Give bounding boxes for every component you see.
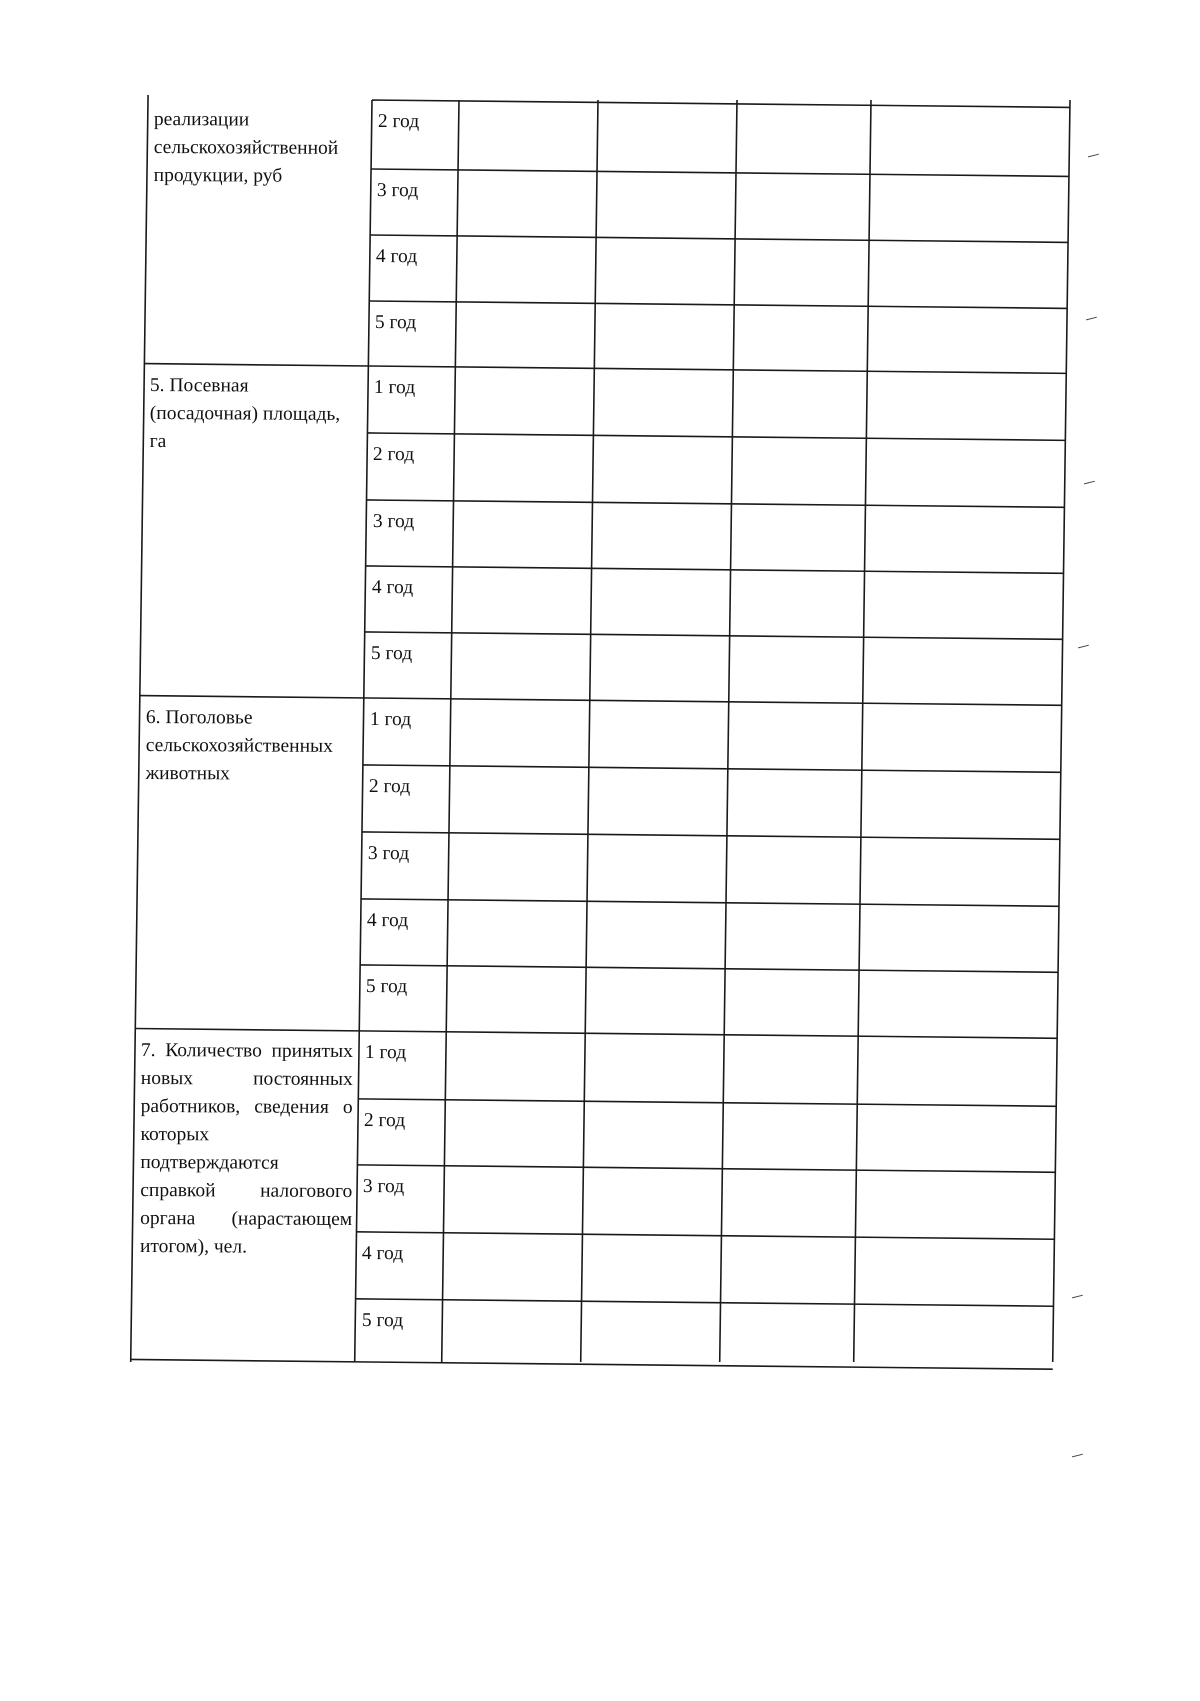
indicator-label-line: га [149,430,167,453]
value-cell[interactable] [458,304,593,365]
year-label: 4 год [366,909,409,932]
value-cell[interactable] [599,173,734,235]
value-cell[interactable] [584,1303,719,1362]
value-cell[interactable] [739,106,869,171]
value-cell[interactable] [868,507,1063,569]
value-cell[interactable] [460,172,595,234]
indicator-label-line: животных [145,762,230,785]
value-cell[interactable] [734,506,864,568]
indicator-label [150,372,362,457]
indicator-label-line: новых постоянных [140,1067,354,1091]
value-cell[interactable] [445,1302,580,1361]
value-cell[interactable] [594,570,729,632]
value-cell[interactable] [454,635,589,697]
value-cell[interactable] [868,440,1063,503]
indicator-label [140,1037,353,1262]
year-label: 1 год [369,708,412,731]
indicator-label-line: итогом), чел. [140,1235,248,1258]
indicator-label-line: которых [140,1123,210,1146]
value-cell[interactable] [861,972,1056,1034]
value-cell[interactable] [859,1106,1054,1168]
year-label: 1 год [365,1041,407,1064]
value-cell[interactable] [734,439,864,502]
value-cell[interactable] [597,305,732,366]
value-cell[interactable] [448,1034,583,1098]
value-cell[interactable] [738,175,868,237]
value-cell[interactable] [735,372,865,435]
value-cell[interactable] [729,838,859,901]
value-cell[interactable] [723,1305,853,1364]
value-cell[interactable] [456,436,591,499]
value-cell[interactable] [450,902,585,964]
value-cell[interactable] [866,639,1061,701]
value-cell[interactable] [585,1169,720,1232]
value-cell[interactable] [723,1238,853,1301]
value-cell[interactable] [863,839,1058,902]
value-cell[interactable] [869,373,1064,436]
indicator-label-line: справкой налогового [140,1179,353,1203]
value-cell[interactable] [461,103,596,168]
value-cell[interactable] [587,1035,722,1099]
value-cell[interactable] [865,705,1060,768]
value-cell[interactable] [447,1102,582,1164]
value-cell[interactable] [586,1103,721,1165]
value-cell[interactable] [862,906,1057,968]
indicator-label-line: продукции, руб [153,164,283,187]
value-cell[interactable] [446,1168,581,1231]
year-label: 2 год [364,1109,406,1132]
value-cell[interactable] [872,176,1067,238]
value-cell[interactable] [589,903,724,965]
value-cell[interactable] [456,503,591,565]
value-cell[interactable] [733,572,863,634]
indicator-label-line: реализации [153,108,250,131]
indicator-label [145,704,357,789]
indicator-label-line: сельскохозяйственных [145,734,333,757]
year-label: 4 год [362,1242,404,1265]
value-cell[interactable] [584,1236,719,1299]
value-cell[interactable] [459,238,594,300]
value-cell[interactable] [598,239,733,301]
indicator-label-line: подтверждаются [140,1151,279,1174]
value-cell[interactable] [591,769,726,832]
value-cell[interactable] [449,968,584,1030]
year-label: 4 год [376,246,418,268]
value-cell[interactable] [455,569,590,631]
value-cell[interactable] [730,771,860,834]
value-cell[interactable] [600,104,735,169]
indicator-label-line: 6. Поголовье [145,706,253,729]
value-cell[interactable] [593,636,728,698]
indicator-label-line: (посадочная) площадь, [150,402,341,425]
value-cell[interactable] [860,1038,1055,1102]
value-cell[interactable] [737,241,867,303]
year-label: 2 год [373,444,415,466]
value-cell[interactable] [871,242,1066,304]
value-cell[interactable] [870,308,1065,369]
value-cell[interactable] [592,702,727,765]
value-cell[interactable] [858,1172,1053,1235]
value-cell[interactable] [736,307,866,368]
year-label: 5 год [375,312,417,334]
value-cell[interactable] [732,638,862,700]
indicator-label-line: работников, сведения о [140,1095,353,1119]
value-cell[interactable] [595,504,730,566]
value-cell[interactable] [451,835,586,898]
value-cell[interactable] [445,1235,580,1298]
year-label: 4 год [371,577,413,599]
value-cell[interactable] [725,1105,855,1167]
value-cell[interactable] [724,1171,854,1234]
indicator-label-line: сельскохозяйственной [153,136,339,159]
value-cell[interactable] [588,969,723,1031]
value-cell[interactable] [728,905,858,967]
value-cell[interactable] [731,704,861,767]
value-cell[interactable] [596,370,731,433]
year-label: 3 год [363,1175,405,1198]
value-cell[interactable] [857,1239,1052,1302]
indicator-label [154,106,366,191]
year-label: 5 год [370,643,412,665]
year-label: 3 год [376,180,419,202]
value-cell[interactable] [727,971,857,1033]
indicator-label-line: органа (нарастающем [140,1207,353,1231]
year-label: 1 год [374,377,416,399]
value-cell[interactable] [453,701,588,764]
value-cell[interactable] [457,369,592,432]
year-label: 3 год [372,511,414,533]
value-cell[interactable] [726,1037,856,1101]
value-cell[interactable] [867,573,1062,635]
value-cell[interactable] [595,437,730,500]
year-label: 5 год [366,975,408,998]
year-label: 5 год [361,1309,403,1332]
indicator-label-line: 7. Количество принятых [141,1040,354,1063]
value-cell[interactable] [873,107,1068,172]
indicator-label-line: 5. Посевная [150,374,249,397]
value-cell[interactable] [452,768,587,831]
value-cell[interactable] [857,1306,1052,1365]
year-label: 2 год [368,775,411,798]
year-label: 2 год [377,111,420,133]
value-cell[interactable] [590,836,725,899]
value-cell[interactable] [864,772,1059,835]
year-label: 3 год [367,842,410,865]
